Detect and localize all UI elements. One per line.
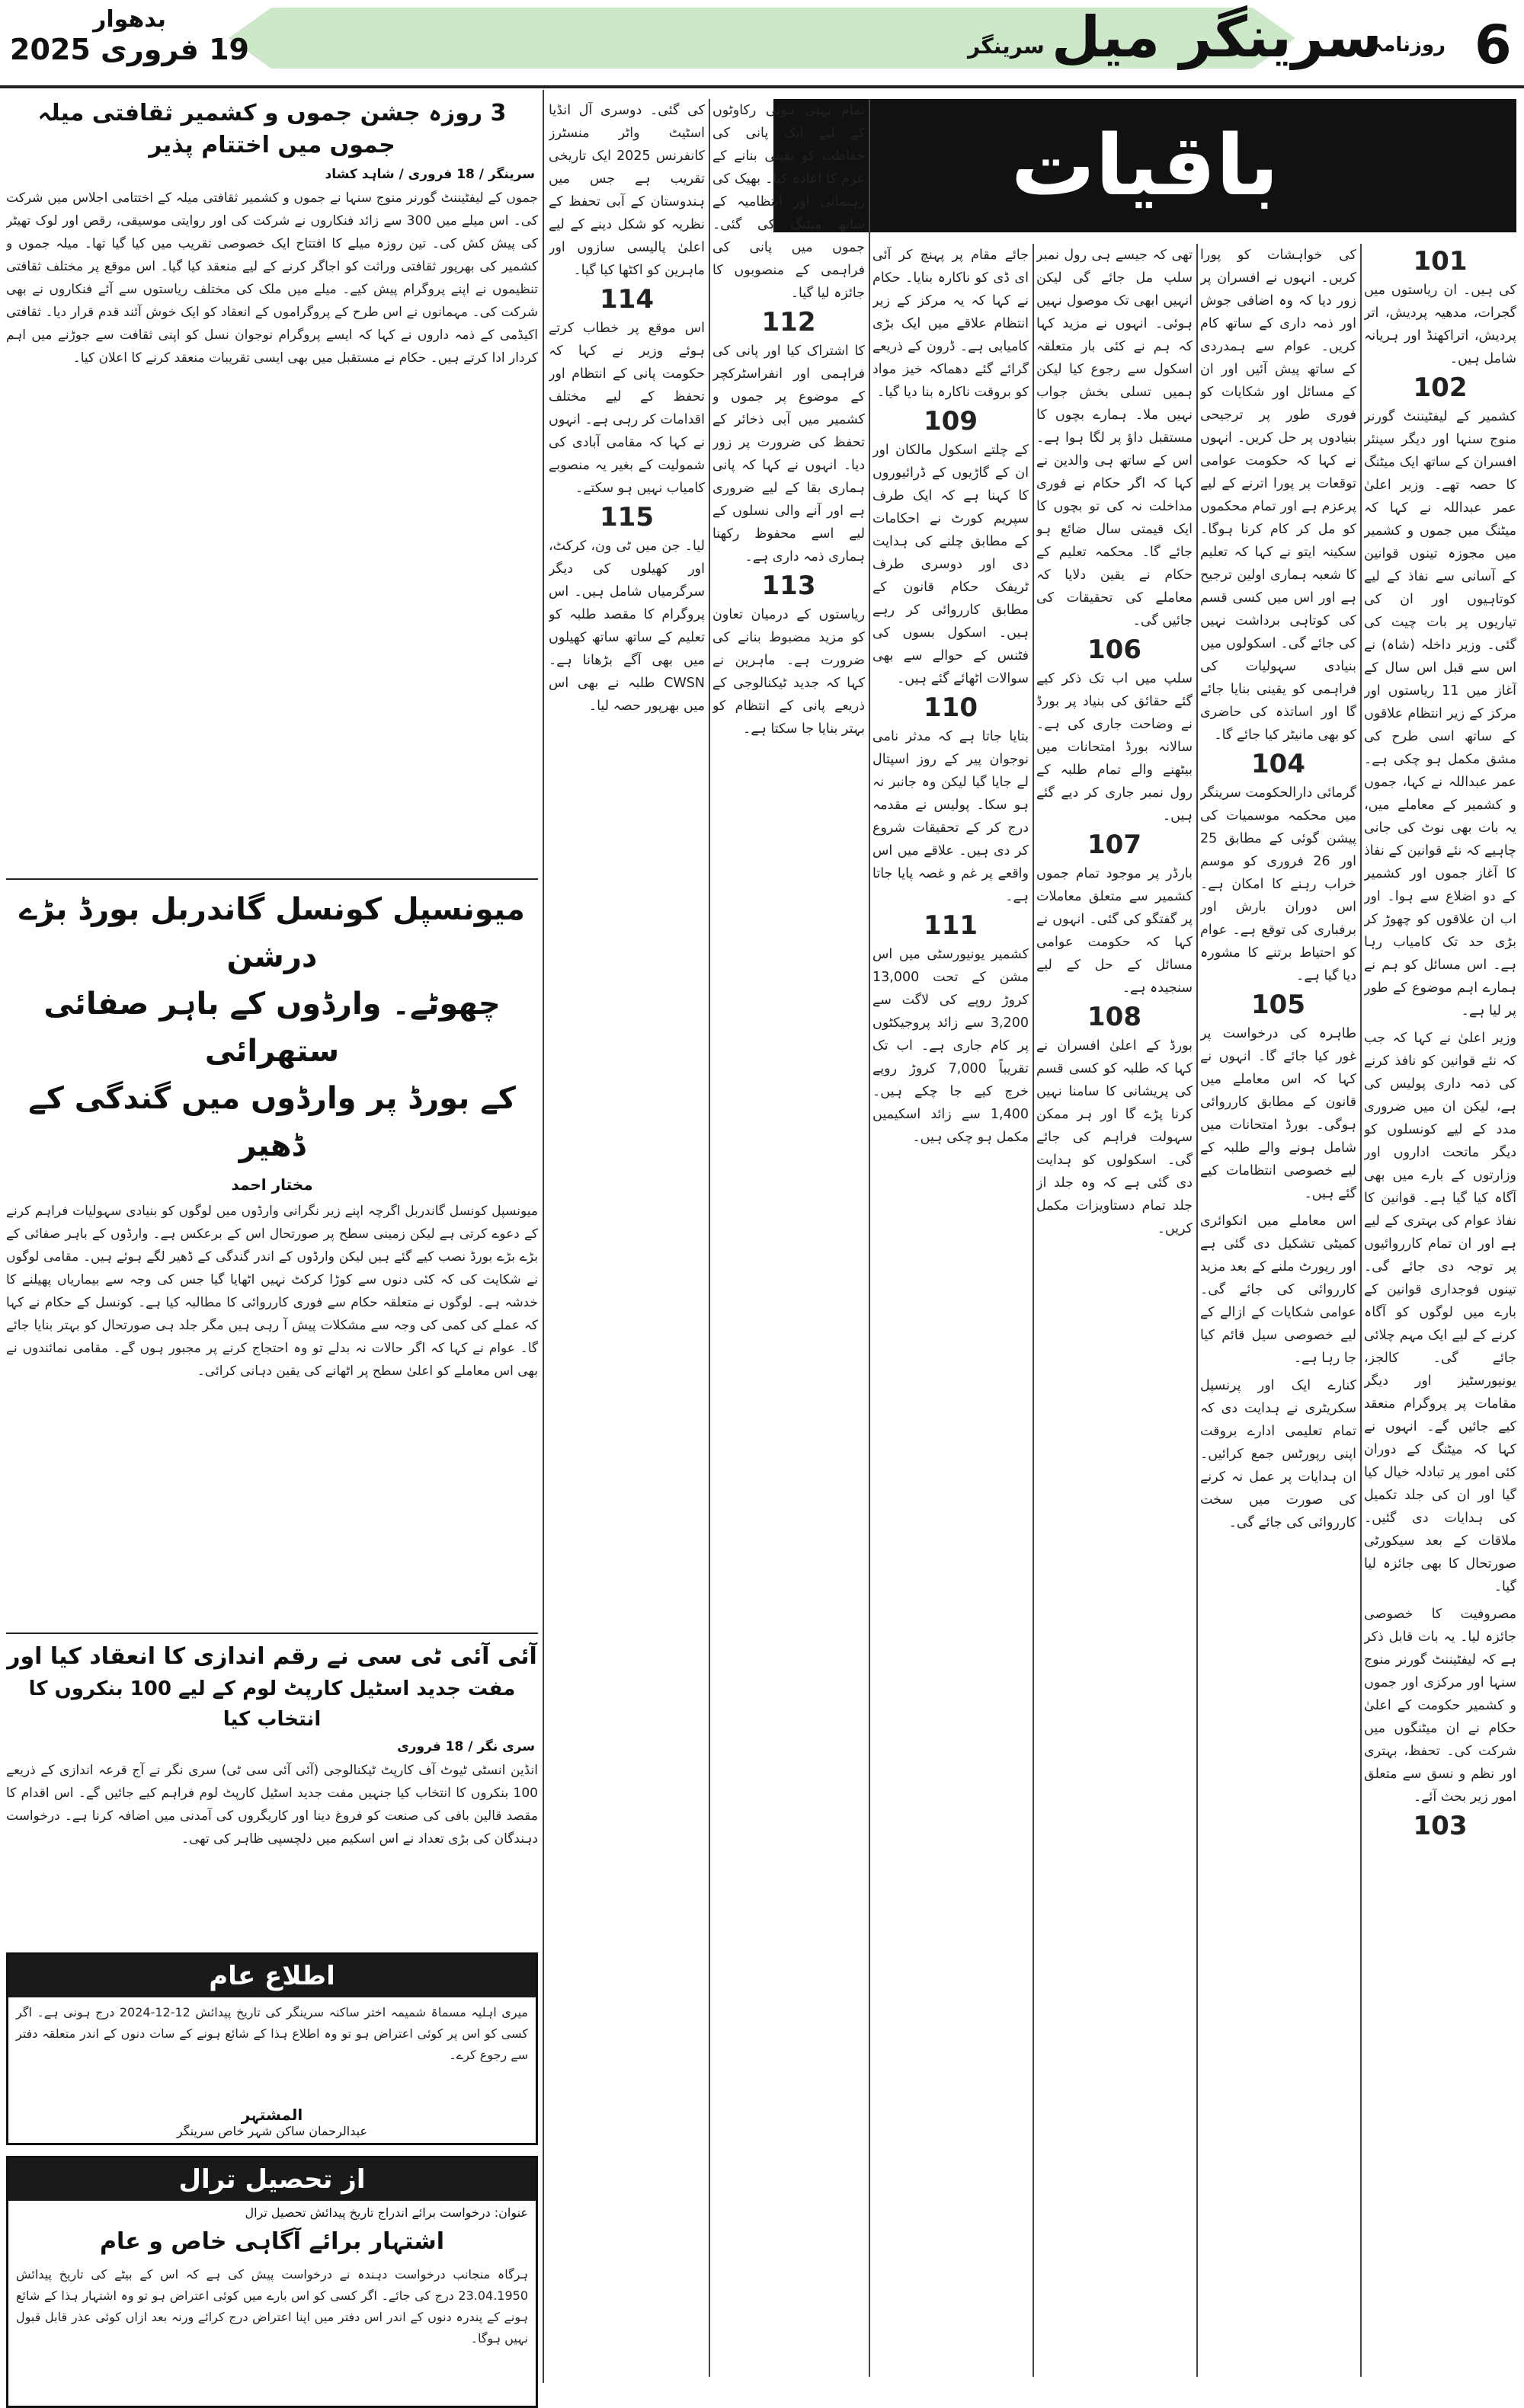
news-body-cultural-fest: جموں کے لیفٹیننٹ گورنر منوج سنہا نے جموں و کشمیر ثقافتی میلہ کے اختتامی اجلاس میں شرکت کی۔ اس میلے میں 300 سے زائد فنکاروں نے شرکت کی اور روایتی موسیقی، رقص اور لوک تھیٹر کی پیش کش کی۔ تین روزہ میلے کا افتتاح ایک خصوصی تقریب میں کیا گیا تھا۔ میلہ جموں و کشمیر کی بھرپور ثقافتی وراثت کو اجاگر کرنے کے لیے منعقد کیا گیا۔ اس موقع پر مختلف ثقافتی تنظیموں نے اپنے پروگرام پیش کیے۔ میلے میں ملک کی مختلف ریاستوں سے آئے فنکاروں نے بھی شرکت کی۔ مہمانوں نے اس طرح کے پروگراموں کے انعقاد کو ایک خوش آئند قدم قرار دیا۔ ثقافتی اکیڈمی کے ذمہ داروں نے کہا کہ ایسے پروگرام نوجوان نسل کو اپنی ثقافت سے جوڑنے میں اہم کردار ادا کرتے ہیں۔ حکام نے مستقبل میں بھی ایسی تقریبات منعقد کرنے کا اعلان کیا۔ xyxy=(6,190,538,366)
public-notice-box xyxy=(6,1952,538,2145)
story-divider xyxy=(6,1633,538,1634)
baqiat-col-2 xyxy=(1200,244,1356,2384)
obit-text-c2a: کی خواہشات کو پورا کریں۔ انہوں نے افسران پر زور دیا کہ وہ اضافی جوش اور ذمہ داری کے ساتھ کام کریں۔ عوام سے ہمدردی کے ساتھ پیش آئیں اور ان کے مسائل اور شکایات کو فوری طور پر ترجیحی بنیادوں پر حل کریں۔ انہوں نے کہا کہ حکومت عوامی توقعات پر پورا اترنے کے لیے پرعزم ہے اور تمام محکموں کو مل کر کام کرنا ہوگا۔ سکینہ ایتو نے کہا کہ تعلیم کا شعبہ ہماری اولین ترجیح ہے اور اس میں کسی قسم کی کوتاہی برداشت نہیں کی جائے گی۔ اسکولوں میں بنیادی سہولیات کی فراہمی کو یقینی بنایا جائے گا اور اساتذہ کی حاضری کو بھی مانیٹر کیا جائے گا۔ xyxy=(1200,248,1356,743)
obit-text-108: بورڈ کے اعلیٰ افسران نے کہا کہ طلبہ کو کسی قسم کی پریشانی کا سامنا نہیں کرنا پڑے گا اور ہر ممکن سہولت فراہم کی جائے گی۔ اسکولوں کو ہدایت دی گئی ہے کہ وہ جلد از جلد تمام دستاویزات مکمل کریں۔ xyxy=(1036,1038,1193,1236)
obit-text-111: کشمیر یونیورسٹی میں اس مشن کے تحت 13,000 کروڑ روپے کی لاگت سے 3,200 سے زائد پروجیکٹوں پر کام جاری ہے۔ اب تک تقریباً 7,000 کروڑ روپے خرچ کیے جا چکے ہیں۔ 1,400 سے زائد اسکیمیں مکمل ہو چکی ہیں۔ xyxy=(872,947,1029,1145)
news-body-iict: انڈین انسٹی ٹیوٹ آف کارپٹ ٹیکنالوجی (آئی آئی سی ٹی) سری نگر نے آج قرعہ اندازی کے ذریعے 100 بنکروں کا انتخاب کیا جنہیں مفت جدید اسٹیل کارپٹ لوم فراہم کیے جائیں گے۔ اس اقدام کا مقصد قالین بافی کی صنعت کو فروغ دینا اور کاریگروں کی آمدنی میں اضافہ کرنا ہے۔ درخواست دہندگان کی بڑی تعداد نے اس اسکیم میں دلچسپی ظاہر کی تھی۔ xyxy=(6,1763,538,1847)
obit-text-106: سلپ میں اب تک ذکر کیے گئے حقائق کی بنیاد پر بورڈ نے وضاحت جاری کی ہے۔ سالانہ بورڈ امتحانات میں بیٹھنے والے تمام طلبہ کے رول نمبر جاری کر دیے گئے ہیں۔ xyxy=(1036,671,1193,823)
obit-text-102c: مصروفیت کا خصوصی جائزہ لیا۔ یہ بات قابل ذکر ہے کہ لیفٹیننٹ گورنر منوج سنہا اور مرکزی اور جموں و کشمیر حکومت کے اعلیٰ حکام نے ان میٹنگوں میں شرکت کی۔ تحفظ، بہتری اور نظم و نسق سے متعلق امور زیر بحث آئے۔ xyxy=(1364,1607,1516,1805)
obit-text-115: لیا۔ جن میں ٹی ون، کرکٹ، اور کھیلوں کی دیگر سرگرمیاں شامل ہیں۔ اس پروگرام کا مقصد طلبہ کو تعلیم کے ساتھ ساتھ کھیلوں میں بھی آگے بڑھانا ہے۔ CWSN طلبہ نے بھی اس میں بھرپور حصہ لیا۔ xyxy=(549,539,705,714)
column-rule xyxy=(1033,244,1034,2377)
public-notice-body: میری اہلیہ مسماۃ شمیمہ اختر ساکنہ سرینگر کی تاریخ پیدائش 12-12-2024 درج ہونی ہے۔ اگر کسی کو اس پر کوئی اعتراض ہو تو وہ اطلاع ہذا کے شائع ہونے کے سات دنوں کے اندر متعلقہ دفتر سے رجوع کرے۔ xyxy=(16,2005,529,2062)
issue-day: بدھوار xyxy=(93,6,166,33)
obit-number-107: 107 xyxy=(1087,830,1141,860)
news-headline-municipal-1: میونسپل کونسل گاندربل بورڈ بڑے درشن xyxy=(19,892,525,974)
obit-text-112: کا اشتراک کیا اور پانی کی فراہمی اور انفراسٹرکچر کے موضوع پر جموں و کشمیر میں آبی ذخائر کے تحفظ کی ضرورت پر زور دیا۔ انہوں نے کہا کہ پانی ہماری بقا کے لیے ضروری ہے اور آنے والی نسلوں کے لیے اسے محفوظ رکھنا ہماری ذمہ داری ہے۔ xyxy=(712,344,865,564)
column-rule xyxy=(543,90,544,2383)
column-rule xyxy=(869,99,870,2377)
news-headline-municipal-3: کے بورڈ پر وارڈوں میں گندگی کے ڈھیر xyxy=(28,1081,516,1163)
news-byline-municipal: مختار احمد xyxy=(231,1175,313,1194)
obit-text-c5a: تمام بہتی ہوئی رکاوٹوں کے لیے ایک پانی کی حفاظت کو یقینی بنانے کے عزم کا اعادہ کیا۔ بھیک کی رہنمائی اور انتظامیہ کے ساتھ میٹنگ کی گئی۔ جموں میں پانی کی فراہمی کے منصوبوں کا جائزہ لیا گیا۔ xyxy=(712,103,865,301)
issue-date: 19 فروری 2025 xyxy=(10,33,249,66)
tehsil-notice-title: از تحصیل ترال xyxy=(8,2158,536,2201)
public-notice-signature: عبدالرحمان ساکن شہر خاص سرینگر xyxy=(176,2124,367,2138)
column-rule xyxy=(1360,244,1362,2377)
masthead-city: سرینگر xyxy=(968,34,1045,59)
obit-number-101: 101 xyxy=(1413,246,1468,277)
obit-text-c2d: اس معاملے میں انکوائری کمیٹی تشکیل دی گئی ہے اور رپورٹ ملنے کے بعد مزید کارروائی کی جائے گی۔ عوامی شکایات کے ازالے کے لیے خصوصی سیل قائم کیا جا رہا ہے۔ xyxy=(1200,1214,1356,1366)
obit-number-110: 110 xyxy=(924,692,978,723)
obit-text-102b: وزیر اعلیٰ نے کہا کہ جب کہ نئے قوانین کو نافذ کرنے کی ذمہ داری پولیس کی ہے، لیکن ان میں ضروری مدد کے لیے کونسلوں کو دیگر ماتحت اداروں اور وزارتوں کے بارے میں بھی آگاہ کیا گیا ہے۔ قوانین کا نفاذ عوام کی بہتری کے لیے ہے اور ان تمام کارروائیوں پر توجہ دی جائے گی۔ تینوں فوجداری قوانین کے بارے میں لوگوں کو آگاہ کرنے کے لیے ایک مہم چلائی جائے گی۔ کالجز، یونیورسٹیز اور دیگر مقامات پر پروگرام منعقد کیے جائیں گے۔ انہوں نے کہا کہ میٹنگ کے دوران کئی امور پر تبادلہ خیال کیا گیا اور ان کی جلد تکمیل کی ہدایات دی گئیں۔ ملاقات کے بعد سیکورٹی صورتحال کا بھی جائزہ لیا گیا۔ xyxy=(1364,1031,1516,1594)
baqiat-banner: باقیات xyxy=(773,99,1516,232)
obit-text-109: کے چلتے اسکول مالکان اور ان کے گاڑیوں کے ڈرائیوروں کا کہنا ہے کہ ایک طرف سپریم کورٹ نے احکامات کے مطابق چلنے کی ہدایت دی اور دوسری طرف ٹریفک حکام قانون کے مطابق کارروائی کر رہے ہیں۔ اسکول بسوں کی فٹنس کے حوالے سے بھی سوالات اٹھائے گئے ہیں۔ xyxy=(872,443,1029,686)
news-headline-municipal-2: چھوٹے۔ وارڈوں کے باہر صفائی ستھرائی xyxy=(43,987,501,1069)
obit-number-106: 106 xyxy=(1087,635,1141,665)
column-rule xyxy=(1196,244,1198,2377)
obit-text-c4a: جائے مقام پر پہنچ کر آئی ای ڈی کو ناکارہ بنایا۔ حکام نے کہا کہ یہ مرکز کے زیر انتظام علاقے میں ایک بڑی کامیابی ہے۔ ڈرون کے ذریعے گرائے گئے دھماکہ خیز مواد کو بروقت ناکارہ بنا دیا گیا۔ xyxy=(872,248,1029,400)
baqiat-col-5 xyxy=(712,99,865,2384)
obit-number-108: 108 xyxy=(1087,1002,1141,1032)
obit-number-112: 112 xyxy=(761,307,816,337)
obit-text-114: اس موقع پر خطاب کرتے ہوئے وزیر نے کہا کہ حکومت پانی کے انتظام اور تحفظ کے لیے مختلف اقدامات کر رہی ہے۔ انہوں نے کہا کہ مقامی آبادی کی شمولیت کے بغیر یہ منصوبے کامیاب نہیں ہو سکتے۔ xyxy=(549,321,705,496)
obit-number-105: 105 xyxy=(1251,990,1305,1020)
news-dateline-iict: سری نگر / 18 فروری xyxy=(397,1739,535,1754)
obit-text-c2e: کنارے ایک اور پرنسپل سکریٹری نے ہدایت دی کہ تمام تعلیمی ادارے بروقت اپنی رپورٹس جمع کرائیں۔ ان ہدایات پر عمل نہ کرنے کی صورت میں سخت کارروائی کی جائے گی۔ xyxy=(1200,1378,1356,1530)
obit-text-105: طاہرہ کی درخواست پر غور کیا جائے گا۔ انہوں نے کہا کہ اس معاملے میں قانون کے مطابق کارروائی ہوگی۔ بورڈ امتحانات میں شامل ہونے والے طلبہ کے لیے خصوصی انتظامات کیے گئے ہیں۔ xyxy=(1200,1026,1356,1201)
page-number: 6 xyxy=(1474,14,1512,76)
obit-number-103: 103 xyxy=(1413,1811,1468,1841)
public-notice-title: اطلاع عام xyxy=(8,1955,536,1997)
masthead-rule xyxy=(0,85,1524,88)
left-news-column xyxy=(6,93,538,2386)
date-box xyxy=(8,6,251,82)
obit-number-114: 114 xyxy=(600,284,654,315)
tehsil-notice-subject: عنوان: درخواست برائے اندراج تاریخ پیدائش تحصیل ترال xyxy=(245,2205,528,2220)
obit-number-104: 104 xyxy=(1251,749,1305,779)
tehsil-notice-box xyxy=(6,2156,538,2408)
obit-text-101: کی ہیں۔ ان ریاستوں میں گجرات، مدھیہ پردیش، اتر پردیش، اتراکھنڈ اور ہریانہ شامل ہیں۔ xyxy=(1364,283,1516,366)
obit-text-113: ریاستوں کے درمیان تعاون کو مزید مضبوط بنانے کی ضرورت ہے۔ ماہرین نے کہا کہ جدید ٹیکنالوجی کے ذریعے پانی کے انتظام کو بہتر بنایا جا سکتا ہے۔ xyxy=(712,607,865,737)
masthead-title: سرینگر میل xyxy=(1052,5,1382,70)
baqiat-col-6 xyxy=(549,99,705,2384)
obit-text-110: بتایا جاتا ہے کہ مدثر نامی نوجوان پیر کے روز اسپتال لے جایا گیا لیکن وہ جانبر نہ ہو سکا۔ پولیس نے مقدمہ درج کر کے تحقیقات شروع کر دی ہیں۔ علاقے میں اس واقعے پر غم و غصہ پایا جاتا ہے۔ xyxy=(872,729,1029,904)
column-rule xyxy=(709,99,710,2377)
public-notice-sig-label: المشتہر xyxy=(241,2106,303,2124)
obit-text-104: گرمائی دارالحکومت سرینگر میں محکمہ موسمیات کی پیشن گوئی کے مطابق 25 اور 26 فروری کو موسم خراب رہنے کا امکان ہے۔ اس دوران بارش اور برفباری کی توقع ہے۔ عوام کو احتیاط برتنے کا مشورہ دیا گیا ہے۔ xyxy=(1200,785,1356,983)
obit-number-109: 109 xyxy=(924,406,978,437)
obit-number-115: 115 xyxy=(600,502,654,532)
obit-text-107: بارڈر پر موجود تمام جموں کشمیر سے متعلق معاملات پر گفتگو کی گئی۔ انہوں نے کہا کہ حکومت عوامی مسائل کے حل کے لیے سنجیدہ ہے۔ xyxy=(1036,866,1193,996)
news-body-municipal: میونسپل کونسل گاندربل اگرچہ اپنے زیر نگرانی وارڈوں میں لوگوں کو بنیادی سہولیات فراہم کرنے کے دعوے کرتی ہے لیکن زمینی سطح پر صورتحال اس کے برعکس ہے۔ وارڈوں کے باہر صفائی کے بڑے بڑے بورڈ نصب کیے گئے ہیں لیکن وارڈوں کے اندر گندگی کے ڈھیر لگے ہوئے ہیں۔ مقامی لوگوں نے شکایت کی کہ کئی دنوں سے کوڑا کرکٹ نہیں اٹھایا گیا جس کی وجہ سے بیماریاں پھیلنے کا خدشہ ہے۔ لوگوں نے متعلقہ حکام سے فوری کارروائی کا مطالبہ کیا ہے۔ کونسل کے حکام نے کہا کہ عملے کی کمی کی وجہ سے مشکلات پیش آ رہی ہیں مگر جلد ہی صورتحال کو بہتر بنایا جائے گا۔ عوام نے کہا کہ اگر حالات نہ بدلے تو وہ احتجاج کرنے پر مجبور ہوں گے۔ مقامی نمائندوں نے بھی اس معاملے کو اعلیٰ سطح پر اٹھانے کی یقین دہانی کرائی۔ xyxy=(6,1204,538,1379)
news-headline-cultural-fest: 3 روزہ جشن جموں و کشمیر ثقافتی میلہ جموں میں اختتام پذیر xyxy=(37,100,507,158)
news-headline-iict-1: آئی آئی ٹی سی نے رقم اندازی کا انعقاد کیا اور xyxy=(7,1643,537,1670)
obit-number-113: 113 xyxy=(761,571,816,601)
news-headline-iict-2: مفت جدید اسٹیل کارپٹ لوم کے لیے 100 بنکروں کا انتخاب کیا xyxy=(28,1677,516,1731)
obit-text-c3a: تھی کہ جیسے ہی رول نمبر سلپ مل جائے گی لیکن انہیں ابھی تک موصول نہیں ہوئی۔ انہوں نے مزید کہا کہ ہم نے کئی بار متعلقہ اسکول سے رجوع کیا لیکن ہمیں تسلی بخش جواب نہیں ملا۔ ہمارے بچوں کا مستقبل داؤ پر لگا ہوا ہے۔ اس کے ساتھ ہی والدین نے کہا کہ اگر حکام نے فوری مداخلت نہ کی تو بچوں کا ایک قیمتی سال ضائع ہو جائے گا۔ محکمہ تعلیم کے حکام نے یقین دلایا کہ معاملے کی تحقیقات کی جائیں گی۔ xyxy=(1036,248,1193,628)
tehsil-notice-ad-title: اشتہار برائے آگاہی خاص و عام xyxy=(100,2228,444,2255)
news-dateline-cultural-fest: سرینگر / 18 فروری / شاہد کشاد xyxy=(325,167,535,182)
obit-text-102: کشمیر کے لیفٹیننٹ گورنر منوج سنہا اور دیگر سینئر افسران کے ساتھ ایک میٹنگ کا حصہ تھے۔ وزیر اعلیٰ عمر عبداللہ نے کہا کہ میٹنگ میں جموں و کشمیر میں مجوزہ تینوں قوانین کے آسانی سے نفاذ کے لیے کوتاہیوں اور ان کی تیاریوں پر بات چیت کی گئی۔ وزیر داخلہ (شاہ) نے اس سے قبل اس سال کے آغاز میں 11 ریاستوں اور مرکز کے زیر انتظام علاقوں کے ساتھ اسی طرح کی مشق مکمل ہو چکی ہے۔ عمر عبداللہ نے کہا، جموں و کشمیر کے معاملے میں، یہ بات بھی نوٹ کی جانی چاہیے کہ نئے قوانین کے نفاذ کا آغاز جموں اور کشمیر کے دو اضلاع سے ہوا۔ اور اب ان علاقوں کو چھوڑ کر بڑی حد تک کامیاب رہا ہے۔ اس مسائل کو ہم نے ہمارے اہم موضوع کے طور پر لیا ہے۔ xyxy=(1364,409,1516,1019)
tehsil-notice-body: ہرگاہ منجانب درخواست دہندہ نے درخواست پیش کی ہے کہ اس کے بیٹے کی تاریخ پیدائش 23.04.1950 درج کی جائے۔ اگر کسی کو اس بارے میں کوئی اعتراض ہو تو وہ اشتہار ہذا کے شائع ہونے کے پندرہ دنوں کے اندر اس دفتر میں اپنا اعتراض درج کرائے ورنہ بعد ازاں کوئی عذر قابل قبول نہیں ہوگا۔ xyxy=(16,2267,528,2346)
obit-text-c6a: کی گئی۔ دوسری آل انڈیا اسٹیٹ واٹر منسٹرز کانفرنس 2025 ایک تاریخی تقریب ہے جس میں ہندوستان کے آبی تحفظ کے نظریہ کو شکل دینے کے لیے اعلیٰ پالیسی سازوں اور ماہرین کو اکٹھا کیا گیا۔ xyxy=(549,103,705,278)
baqiat-col-4 xyxy=(872,244,1029,2384)
baqiat-col-3 xyxy=(1036,244,1193,2384)
baqiat-col-1 xyxy=(1364,130,1516,2384)
story-divider xyxy=(6,878,538,880)
obit-number-111: 111 xyxy=(924,910,978,941)
obit-number-102: 102 xyxy=(1413,373,1468,403)
masthead-roznama: روزنامہ xyxy=(1372,34,1446,56)
